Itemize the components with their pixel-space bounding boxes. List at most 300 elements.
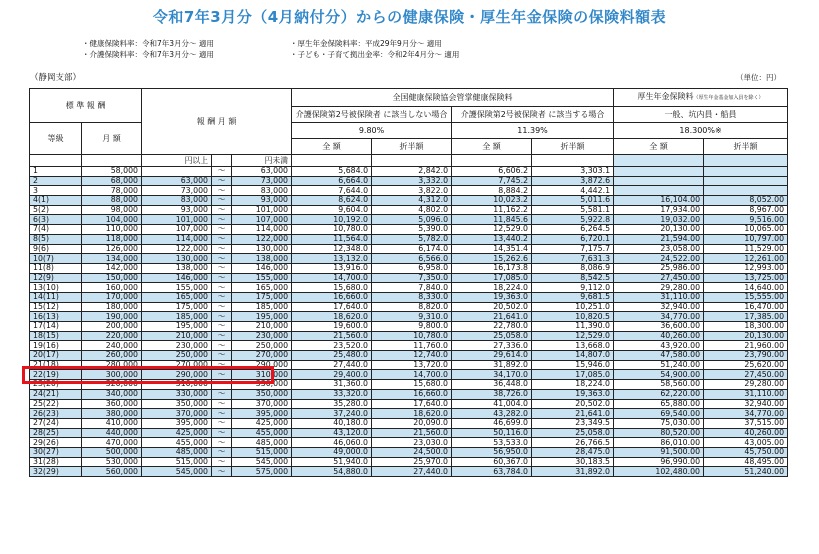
cell-b: 23,030.0 xyxy=(372,438,452,448)
cell-g: 10(7) xyxy=(30,254,82,264)
cell-f: 515,000 xyxy=(142,457,212,467)
cell-g: 8(5) xyxy=(30,234,82,244)
table-row xyxy=(30,351,788,361)
cell-tilde: ～ xyxy=(212,351,232,361)
table-row xyxy=(30,225,788,235)
cell-c: 34,170.0 xyxy=(452,370,532,380)
cell-b: 6,958.0 xyxy=(372,263,452,273)
cell-h: 12,261.00 xyxy=(704,254,788,264)
cell-f: 138,000 xyxy=(142,263,212,273)
cell-d: 14,807.0 xyxy=(532,351,614,361)
cell-t: 485,000 xyxy=(232,438,292,448)
cell-c: 11,162.2 xyxy=(452,205,532,215)
cell-d: 12,529.0 xyxy=(532,331,614,341)
table-row xyxy=(30,215,788,225)
cell-a: 5,684.0 xyxy=(292,167,372,177)
cell-h: 48,495.00 xyxy=(704,457,788,467)
blank-cell xyxy=(292,155,372,167)
cell-h: 15,555.00 xyxy=(704,292,788,302)
cell-c: 27,336.0 xyxy=(452,341,532,351)
cell-tilde: ～ xyxy=(212,254,232,264)
cell-m: 160,000 xyxy=(82,283,142,293)
cell-g: 20(17) xyxy=(30,351,82,361)
cell-f: 63,000 xyxy=(142,176,212,186)
table-row xyxy=(30,186,788,196)
cell-a: 16,660.0 xyxy=(292,292,372,302)
cell-b: 8,820.0 xyxy=(372,302,452,312)
cell-c: 8,884.2 xyxy=(452,186,532,196)
cell-a: 10,780.0 xyxy=(292,225,372,235)
cell-e: 80,520.00 xyxy=(614,428,704,438)
cell-m: 110,000 xyxy=(82,225,142,235)
cell-e: 65,880.00 xyxy=(614,399,704,409)
cell-f: 370,000 xyxy=(142,409,212,419)
cell-a: 49,000.0 xyxy=(292,447,372,457)
header-monthly: 月 額 xyxy=(82,123,142,155)
cell-a: 18,620.0 xyxy=(292,312,372,322)
cell-g: 25(22) xyxy=(30,399,82,409)
table-row xyxy=(30,331,788,341)
cell-h: 34,770.00 xyxy=(704,409,788,419)
label-from: 円以上 xyxy=(142,155,212,167)
cell-a: 25,480.0 xyxy=(292,351,372,361)
cell-b: 21,560.0 xyxy=(372,428,452,438)
cell-h: 27,450.00 xyxy=(704,370,788,380)
table-row xyxy=(30,263,788,273)
cell-t: 330,000 xyxy=(232,380,292,390)
range-label-row xyxy=(30,155,788,167)
cell-a: 54,880.0 xyxy=(292,467,372,477)
cell-g: 11(8) xyxy=(30,263,82,273)
cell-h: 31,110.00 xyxy=(704,389,788,399)
cell-d: 13,668.0 xyxy=(532,341,614,351)
cell-g: 27(24) xyxy=(30,418,82,428)
cell-e xyxy=(614,167,704,177)
cell-tilde: ～ xyxy=(212,205,232,215)
table-row xyxy=(30,438,788,448)
cell-c: 46,699.0 xyxy=(452,418,532,428)
cell-t: 185,000 xyxy=(232,302,292,312)
header-no-care: 介護保険第2号被保険者 に該当しない場合 xyxy=(292,107,452,123)
header-kosei xyxy=(614,89,788,107)
cell-e: 19,032.00 xyxy=(614,215,704,225)
cell-f: 290,000 xyxy=(142,370,212,380)
cell-f: 425,000 xyxy=(142,428,212,438)
table-row xyxy=(30,428,788,438)
table-row xyxy=(30,205,788,215)
cell-e xyxy=(614,186,704,196)
cell-f: 101,000 xyxy=(142,215,212,225)
table-row xyxy=(30,254,788,264)
cell-f: 210,000 xyxy=(142,331,212,341)
cell-a: 13,916.0 xyxy=(292,263,372,273)
header-kosei-note: （厚生年金基金加入員を除く） xyxy=(693,95,764,101)
cell-e: 27,450.00 xyxy=(614,273,704,283)
cell-h: 32,940.00 xyxy=(704,399,788,409)
cell-a: 15,680.0 xyxy=(292,283,372,293)
cell-m: 380,000 xyxy=(82,409,142,419)
blank-cell xyxy=(30,155,82,167)
cell-t: 107,000 xyxy=(232,215,292,225)
cell-t: 175,000 xyxy=(232,292,292,302)
blank-cell xyxy=(532,155,614,167)
cell-tilde: ～ xyxy=(212,428,232,438)
table-row xyxy=(30,196,788,206)
cell-h: 12,993.00 xyxy=(704,263,788,273)
cell-e: 20,130.00 xyxy=(614,225,704,235)
table-row xyxy=(30,302,788,312)
cell-t: 165,000 xyxy=(232,283,292,293)
header-total-2: 全 額 xyxy=(452,139,532,155)
cell-m: 170,000 xyxy=(82,292,142,302)
cell-d: 10,251.0 xyxy=(532,302,614,312)
cell-f: 350,000 xyxy=(142,399,212,409)
header-half-1: 折半額 xyxy=(372,139,452,155)
cell-tilde: ～ xyxy=(212,380,232,390)
cell-d: 4,442.1 xyxy=(532,186,614,196)
cell-b: 20,090.0 xyxy=(372,418,452,428)
cell-t: 130,000 xyxy=(232,244,292,254)
cell-f: 545,000 xyxy=(142,467,212,477)
cell-g: 3 xyxy=(30,186,82,196)
cell-f: 130,000 xyxy=(142,254,212,264)
cell-h: 10,797.00 xyxy=(704,234,788,244)
cell-m: 240,000 xyxy=(82,341,142,351)
cell-e: 51,240.00 xyxy=(614,360,704,370)
cell-c: 18,224.0 xyxy=(452,283,532,293)
cell-m: 104,000 xyxy=(82,215,142,225)
cell-g: 24(21) xyxy=(30,389,82,399)
cell-t: 350,000 xyxy=(232,389,292,399)
premium-table xyxy=(29,88,788,477)
cell-d: 10,820.5 xyxy=(532,312,614,322)
cell-d: 26,766.5 xyxy=(532,438,614,448)
cell-c: 12,529.0 xyxy=(452,225,532,235)
cell-h: 9,516.00 xyxy=(704,215,788,225)
cell-c: 7,745.2 xyxy=(452,176,532,186)
cell-a: 31,360.0 xyxy=(292,380,372,390)
cell-c: 22,780.0 xyxy=(452,322,532,332)
table-header xyxy=(30,89,788,167)
cell-tilde: ～ xyxy=(212,273,232,283)
cell-e: 96,990.00 xyxy=(614,457,704,467)
cell-d: 28,475.0 xyxy=(532,447,614,457)
cell-b: 17,640.0 xyxy=(372,399,452,409)
cell-tilde: ～ xyxy=(212,322,232,332)
cell-d: 9,112.0 xyxy=(532,283,614,293)
cell-c: 25,058.0 xyxy=(452,331,532,341)
cell-m: 150,000 xyxy=(82,273,142,283)
table-row xyxy=(30,312,788,322)
cell-a: 33,320.0 xyxy=(292,389,372,399)
table-row xyxy=(30,244,788,254)
cell-c: 38,726.0 xyxy=(452,389,532,399)
cell-t: 515,000 xyxy=(232,447,292,457)
cell-d: 20,502.0 xyxy=(532,399,614,409)
cell-c: 16,173.8 xyxy=(452,263,532,273)
cell-d: 9,681.5 xyxy=(532,292,614,302)
cell-f: 185,000 xyxy=(142,312,212,322)
cell-tilde: ～ xyxy=(212,312,232,322)
cell-a: 19,600.0 xyxy=(292,322,372,332)
cell-m: 126,000 xyxy=(82,244,142,254)
cell-g: 14(11) xyxy=(30,292,82,302)
cell-e: 86,010.00 xyxy=(614,438,704,448)
header-kyokai: 全国健康保険協会管掌健康保険料 xyxy=(292,89,614,107)
cell-m: 220,000 xyxy=(82,331,142,341)
cell-c: 19,363.0 xyxy=(452,292,532,302)
cell-t: 395,000 xyxy=(232,409,292,419)
blank-cell xyxy=(452,155,532,167)
cell-c: 29,614.0 xyxy=(452,351,532,361)
cell-tilde: ～ xyxy=(212,244,232,254)
cell-tilde: ～ xyxy=(212,292,232,302)
cell-f: 270,000 xyxy=(142,360,212,370)
blank-cell xyxy=(614,155,704,167)
cell-f: 485,000 xyxy=(142,447,212,457)
cell-e: 40,260.00 xyxy=(614,331,704,341)
cell-tilde: ～ xyxy=(212,399,232,409)
cell-g: 5(2) xyxy=(30,205,82,215)
cell-e: 23,058.00 xyxy=(614,244,704,254)
cell-a: 21,560.0 xyxy=(292,331,372,341)
cell-d: 31,892.0 xyxy=(532,467,614,477)
cell-m: 280,000 xyxy=(82,360,142,370)
cell-m: 134,000 xyxy=(82,254,142,264)
header-kosei-label: 厚生年金保険料 xyxy=(637,92,694,101)
table-row xyxy=(30,418,788,428)
cell-d: 23,349.5 xyxy=(532,418,614,428)
cell-e: 102,480.00 xyxy=(614,467,704,477)
cell-e: 62,220.00 xyxy=(614,389,704,399)
cell-tilde: ～ xyxy=(212,418,232,428)
cell-b: 5,782.0 xyxy=(372,234,452,244)
cell-m: 68,000 xyxy=(82,176,142,186)
cell-g: 15(12) xyxy=(30,302,82,312)
cell-f: 146,000 xyxy=(142,273,212,283)
header-grade: 等級 xyxy=(30,123,82,155)
cell-e: 75,030.00 xyxy=(614,418,704,428)
cell-f: 165,000 xyxy=(142,292,212,302)
cell-m: 78,000 xyxy=(82,186,142,196)
unit-label: （単位：円） xyxy=(736,73,781,82)
cell-c: 14,351.4 xyxy=(452,244,532,254)
cell-t: 210,000 xyxy=(232,322,292,332)
cell-c: 21,641.0 xyxy=(452,312,532,322)
header-general: 一般、坑内員・船員 xyxy=(614,107,788,123)
cell-f: 230,000 xyxy=(142,341,212,351)
blank-cell xyxy=(82,155,142,167)
cell-g: 16(13) xyxy=(30,312,82,322)
cell-t: 114,000 xyxy=(232,225,292,235)
cell-t: 146,000 xyxy=(232,263,292,273)
cell-g: 26(23) xyxy=(30,409,82,419)
cell-b: 3,332.0 xyxy=(372,176,452,186)
cell-h xyxy=(704,167,788,177)
cell-f: 114,000 xyxy=(142,234,212,244)
cell-m: 360,000 xyxy=(82,399,142,409)
cell-b: 13,720.0 xyxy=(372,360,452,370)
cell-d: 3,872.6 xyxy=(532,176,614,186)
table-row xyxy=(30,389,788,399)
note-care-rate: ・介護保険料率：令和7年3月分～ 適用 xyxy=(82,50,214,59)
cell-t: 310,000 xyxy=(232,370,292,380)
cell-d: 17,085.0 xyxy=(532,370,614,380)
header-half-2: 折半額 xyxy=(532,139,614,155)
table-row xyxy=(30,447,788,457)
cell-c: 36,448.0 xyxy=(452,380,532,390)
header-rate-2: 11.39% xyxy=(452,123,614,139)
cell-b: 7,840.0 xyxy=(372,283,452,293)
cell-c: 50,116.0 xyxy=(452,428,532,438)
cell-e: 24,522.00 xyxy=(614,254,704,264)
cell-b: 25,970.0 xyxy=(372,457,452,467)
cell-b: 5,096.0 xyxy=(372,215,452,225)
cell-h xyxy=(704,176,788,186)
cell-e: 32,940.00 xyxy=(614,302,704,312)
cell-d: 18,224.0 xyxy=(532,380,614,390)
header-total-1: 全 額 xyxy=(292,139,372,155)
label-to: 円未満 xyxy=(232,155,292,167)
cell-g: 18(15) xyxy=(30,331,82,341)
cell-a: 13,132.0 xyxy=(292,254,372,264)
cell-a: 14,700.0 xyxy=(292,273,372,283)
cell-g: 28(25) xyxy=(30,428,82,438)
cell-d: 15,946.0 xyxy=(532,360,614,370)
cell-e: 17,934.00 xyxy=(614,205,704,215)
cell-b: 10,780.0 xyxy=(372,331,452,341)
cell-a: 29,400.0 xyxy=(292,370,372,380)
cell-tilde: ～ xyxy=(212,467,232,477)
cell-b: 7,350.0 xyxy=(372,273,452,283)
cell-h: 11,529.00 xyxy=(704,244,788,254)
cell-d: 7,631.3 xyxy=(532,254,614,264)
cell-g: 19(16) xyxy=(30,341,82,351)
cell-d: 25,058.0 xyxy=(532,428,614,438)
cell-e xyxy=(614,176,704,186)
cell-f: 107,000 xyxy=(142,225,212,235)
cell-h: 14,640.00 xyxy=(704,283,788,293)
table-row xyxy=(30,234,788,244)
blank-cell xyxy=(704,155,788,167)
cell-e: 25,986.00 xyxy=(614,263,704,273)
table-row xyxy=(30,283,788,293)
cell-m: 142,000 xyxy=(82,263,142,273)
cell-tilde: ～ xyxy=(212,360,232,370)
cell-t: 425,000 xyxy=(232,418,292,428)
cell-h: 18,300.00 xyxy=(704,322,788,332)
cell-t: 250,000 xyxy=(232,341,292,351)
header-total-3: 全 額 xyxy=(614,139,704,155)
cell-c: 11,845.6 xyxy=(452,215,532,225)
cell-g: 6(3) xyxy=(30,215,82,225)
cell-m: 200,000 xyxy=(82,322,142,332)
cell-e: 34,770.00 xyxy=(614,312,704,322)
cell-b: 16,660.0 xyxy=(372,389,452,399)
cell-c: 41,004.0 xyxy=(452,399,532,409)
cell-d: 6,720.1 xyxy=(532,234,614,244)
cell-g: 21(18) xyxy=(30,360,82,370)
cell-t: 290,000 xyxy=(232,360,292,370)
cell-c: 13,440.2 xyxy=(452,234,532,244)
cell-d: 11,390.0 xyxy=(532,322,614,332)
table-row xyxy=(30,409,788,419)
cell-a: 43,120.0 xyxy=(292,428,372,438)
table-row xyxy=(30,322,788,332)
cell-h: 20,130.00 xyxy=(704,331,788,341)
cell-a: 40,180.0 xyxy=(292,418,372,428)
cell-tilde: ～ xyxy=(212,341,232,351)
table-row xyxy=(30,341,788,351)
cell-t: 455,000 xyxy=(232,428,292,438)
cell-m: 340,000 xyxy=(82,389,142,399)
cell-c: 6,606.2 xyxy=(452,167,532,177)
cell-t: 122,000 xyxy=(232,234,292,244)
cell-h: 51,240.00 xyxy=(704,467,788,477)
cell-m: 320,000 xyxy=(82,380,142,390)
cell-a: 37,240.0 xyxy=(292,409,372,419)
cell-a: 35,280.0 xyxy=(292,399,372,409)
cell-b: 3,822.0 xyxy=(372,186,452,196)
cell-h: 23,790.00 xyxy=(704,351,788,361)
cell-b: 9,800.0 xyxy=(372,322,452,332)
blank-cell xyxy=(212,155,232,167)
cell-t: 270,000 xyxy=(232,351,292,361)
blank-cell xyxy=(372,155,452,167)
cell-m: 500,000 xyxy=(82,447,142,457)
cell-h: 43,005.00 xyxy=(704,438,788,448)
cell-tilde: ～ xyxy=(212,176,232,186)
cell-a: 9,604.0 xyxy=(292,205,372,215)
cell-m: 180,000 xyxy=(82,302,142,312)
cell-b: 24,500.0 xyxy=(372,447,452,457)
cell-d: 19,363.0 xyxy=(532,389,614,399)
cell-e: 21,594.00 xyxy=(614,234,704,244)
cell-a: 10,192.0 xyxy=(292,215,372,225)
cell-g: 22(19) xyxy=(30,370,82,380)
table-row xyxy=(30,176,788,186)
cell-g: 12(9) xyxy=(30,273,82,283)
cell-g: 4(1) xyxy=(30,196,82,206)
cell-b: 8,330.0 xyxy=(372,292,452,302)
cell-d: 5,922.8 xyxy=(532,215,614,225)
cell-t: 101,000 xyxy=(232,205,292,215)
header-care: 介護保険第2号被保険者 に該当する場合 xyxy=(452,107,614,123)
cell-m: 118,000 xyxy=(82,234,142,244)
cell-m: 410,000 xyxy=(82,418,142,428)
page-title: 令和7年3月分（4月納付分）からの健康保険・厚生年金保険の保険料額表 xyxy=(152,8,667,26)
cell-c: 10,023.2 xyxy=(452,196,532,206)
highlight-box xyxy=(22,366,274,384)
cell-tilde: ～ xyxy=(212,438,232,448)
cell-t: 155,000 xyxy=(232,273,292,283)
cell-e: 16,104.00 xyxy=(614,196,704,206)
header-rate-3: 18.300%※ xyxy=(614,123,788,139)
branch-label: （静岡支部） xyxy=(30,73,82,83)
cell-c: 63,784.0 xyxy=(452,467,532,477)
cell-b: 27,440.0 xyxy=(372,467,452,477)
cell-b: 11,760.0 xyxy=(372,341,452,351)
cell-tilde: ～ xyxy=(212,302,232,312)
cell-a: 8,624.0 xyxy=(292,196,372,206)
cell-a: 23,520.0 xyxy=(292,341,372,351)
cell-g: 1 xyxy=(30,167,82,177)
cell-m: 440,000 xyxy=(82,428,142,438)
table-row xyxy=(30,292,788,302)
cell-a: 7,644.0 xyxy=(292,186,372,196)
cell-t: 63,000 xyxy=(232,167,292,177)
table-body xyxy=(30,167,788,477)
